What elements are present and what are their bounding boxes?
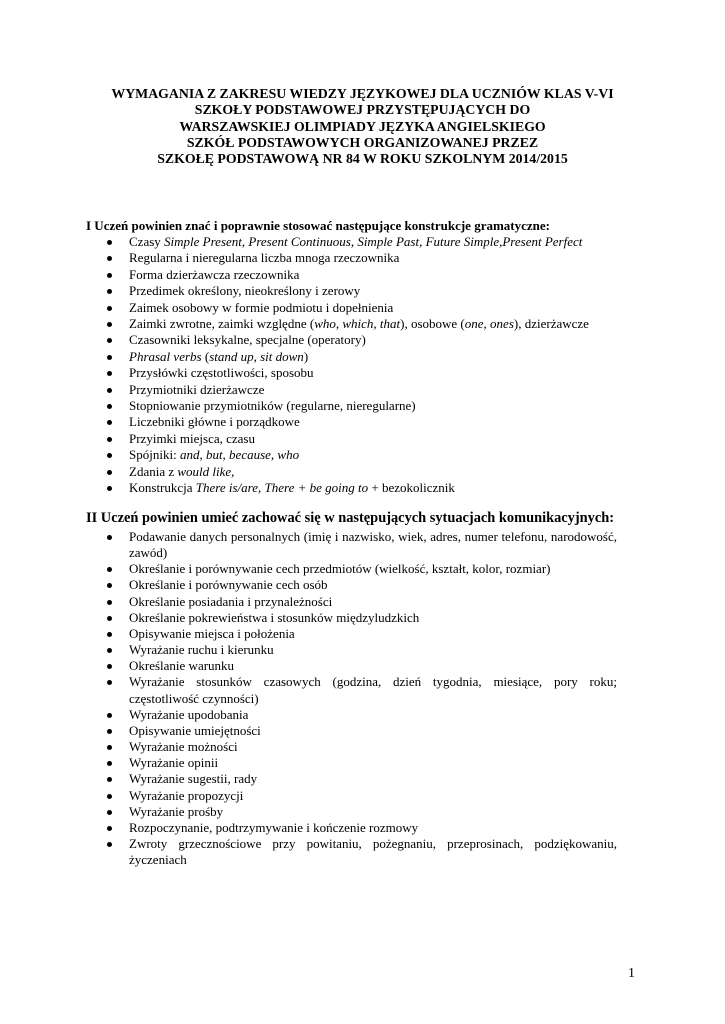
item-text: Przedimek określony, nieokreślony i zerowy (129, 283, 361, 299)
item-text: ( (201, 348, 210, 364)
grammar-list-item (105, 382, 645, 398)
item-text: Czasowniki leksykalne, specjalne (operatory) (129, 332, 366, 348)
item-text: Przyimki miejsca, czasu (129, 430, 255, 446)
title-line: WYMAGANIA Z ZAKRESU WIEDZY JĘZYKOWEJ DLA UCZNIÓW KLAS V-VI (111, 86, 614, 101)
communication-list-item: Wyrażanie propozycji (105, 788, 617, 804)
communication-list-item: Podawanie danych personalnych (imię i nazwisko, wiek, adres, numer telefonu, narodowość, zawód) (105, 529, 617, 561)
title-line: SZKOŁY PODSTAWOWEJ PRZYSTĘPUJĄCYCH DO (194, 102, 531, 118)
item-text: Zaimki zwrotne, zaimki względne ( (129, 316, 315, 332)
grammar-list-item (105, 349, 645, 365)
item-text: Czasy (129, 234, 165, 249)
title-line: SZKÓŁ PODSTAWOWYCH ORGANIZOWANEJ PRZEZ (186, 134, 539, 150)
grammar-list-item (105, 464, 645, 480)
grammar-list-item (105, 414, 645, 430)
communication-list-item: Wyrażanie upodobania (105, 707, 617, 723)
grammar-list-item (105, 234, 645, 250)
italic-term: Simple Present, Present Continuous, Simple Past, Future Simple,Present Perfect (164, 234, 583, 249)
item-text: Przysłówki częstotliwości, sposobu (129, 365, 314, 381)
communication-list-item: Określanie i porównywanie cech przedmiotów (wielkość, kształt, kolor, rozmiar) (105, 561, 617, 577)
italic-term: and, but, because, who (179, 447, 300, 463)
communication-list-item: Określanie pokrewieństwa i stosunków międzyludzkich (105, 610, 617, 626)
item-text: Przymiotniki dzierżawcze (129, 381, 265, 397)
grammar-list-item (105, 431, 645, 447)
item-text: Zaimek osobowy w formie podmiotu i dopełnienia (129, 299, 394, 315)
italic-term: Phrasal verbs (129, 348, 202, 364)
communication-list-item: Wyrażanie możności (105, 739, 617, 755)
italic-term: There is/are, There + be going to (195, 480, 369, 496)
section-1-heading: I Uczeń powinien znać i poprawnie stosować następujące konstrukcje gramatyczne: (86, 218, 550, 233)
item-text: ) (303, 348, 309, 364)
item-text: Forma dzierżawcza rzeczownika (129, 266, 300, 282)
item-text: Liczebniki główne i porządkowe (129, 414, 300, 430)
italic-term: stand up, sit down (209, 348, 304, 364)
communication-list-item: Wyrażanie sugestii, rady (105, 771, 617, 787)
grammar-list-item (105, 300, 645, 316)
italic-term: one, ones (464, 316, 514, 332)
communication-list-item: Opisywanie miejsca i położenia (105, 626, 617, 642)
document-title (60, 86, 665, 167)
item-text: ), osobowe ( (400, 316, 465, 332)
communication-list-item: Wyrażanie opinii (105, 755, 617, 771)
communication-list-item: Rozpoczynanie, podtrzymywanie i kończenie rozmowy (105, 820, 617, 836)
communication-list-item: Opisywanie umiejętności (105, 723, 617, 739)
grammar-list (105, 234, 645, 497)
communication-list-item: Określanie posiadania i przynależności (105, 594, 617, 610)
grammar-list-item (105, 250, 645, 266)
italic-term: would like, (177, 463, 235, 479)
title-line: WARSZAWSKIEJ OLIMPIADY JĘZYKA ANGIELSKIEGO (179, 118, 546, 134)
communication-list-item: Określanie warunku (105, 658, 617, 674)
communication-list (105, 529, 617, 868)
item-text: + bezokolicznik (368, 480, 455, 496)
communication-list-item: Wyrażanie ruchu i kierunku (105, 642, 617, 658)
grammar-list-item (105, 398, 645, 414)
communication-list-item: Określanie i porównywanie cech osób (105, 577, 617, 593)
item-text: ), dzierżawcze (513, 316, 589, 332)
grammar-list-item (105, 332, 645, 348)
grammar-list-item (105, 316, 645, 332)
grammar-list-item (105, 283, 645, 299)
item-text: Stopniowanie przymiotników (regularne, nieregularne) (129, 398, 416, 414)
title-line: SZKOŁĘ PODSTAWOWĄ NR 84 W ROKU SZKOLNYM 2014/2015 (157, 151, 568, 167)
communication-list-item: Wyrażanie prośby (105, 804, 617, 820)
grammar-list-item (105, 365, 645, 381)
grammar-list-item (105, 267, 645, 283)
page-number: 1 (628, 966, 635, 981)
item-text: Zdania z (129, 463, 178, 479)
grammar-list-item (105, 480, 645, 496)
section-2-heading: II Uczeń powinien umieć zachować się w następujących sytuacjach komunikacyjnych: (86, 510, 615, 526)
grammar-list-item (105, 447, 645, 463)
communication-list-item: Wyrażanie stosunków czasowych (godzina, dzień tygodnia, miesiące, pory roku; częstotliwość czynności) (105, 674, 617, 706)
communication-list-item: Zwroty grzecznościowe przy powitaniu, pożegnaniu, przeprosinach, podziękowaniu, życzeniach (105, 836, 617, 868)
item-text: Spójniki: (129, 447, 180, 463)
italic-term: who, which, that (314, 316, 401, 332)
item-text: Regularna i nieregularna liczba mnoga rzeczownika (129, 250, 400, 266)
item-text: Konstrukcja (129, 480, 196, 496)
